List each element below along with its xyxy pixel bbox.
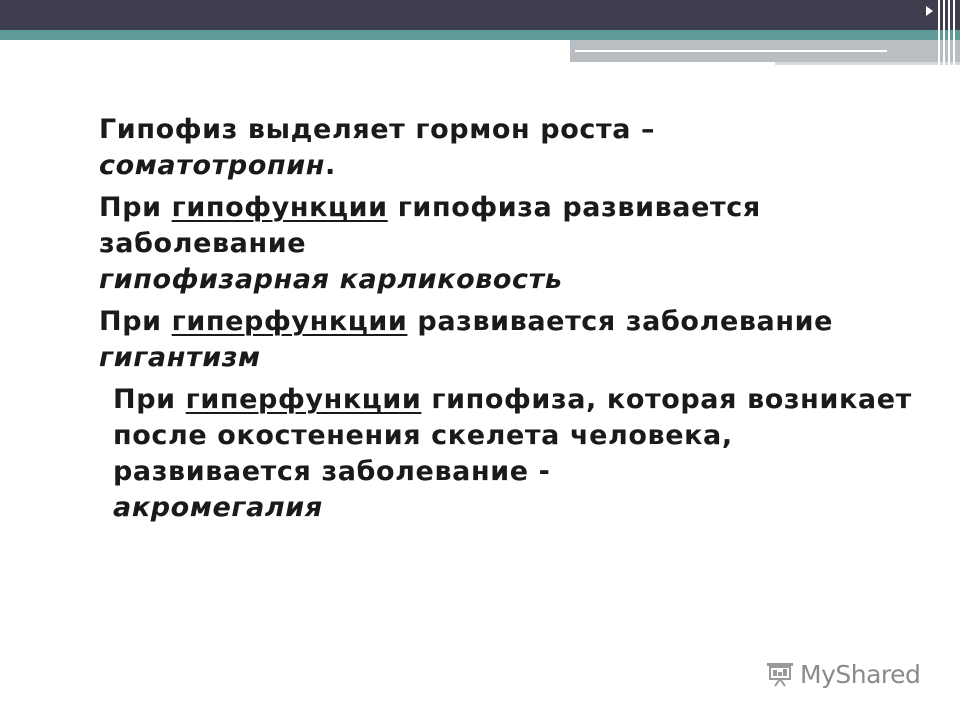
paragraph-text: Гипофиз выделяет гормон роста – xyxy=(99,114,656,145)
paragraph-text: При xyxy=(113,384,186,415)
header-vertical-stripes xyxy=(936,0,958,66)
paragraph-text: . xyxy=(325,150,336,181)
watermark xyxy=(766,657,920,691)
paragraph-acromegaly xyxy=(99,382,919,526)
term-hypofunction: гипофункции xyxy=(171,192,388,223)
paragraph-text: гипофиза развивается заболевание xyxy=(99,192,761,259)
watermark-text: MyShared xyxy=(800,659,921,689)
paragraph-text: При xyxy=(99,192,172,223)
paragraph-text: гипофиза, которая возникает после окостенения скелета человека, развивается заболевание - xyxy=(113,384,912,487)
term-gigantism: гигантизм xyxy=(99,342,261,373)
term-somatotropin: соматотропин xyxy=(99,150,325,181)
paragraph-text: развивается заболевание xyxy=(407,306,834,337)
presentation-screen-icon xyxy=(766,661,794,687)
header-arrow-icon xyxy=(926,6,933,16)
term-hyperfunction: гиперфункции xyxy=(171,306,408,337)
header-accent-line xyxy=(575,50,887,52)
header-dark-band xyxy=(0,0,960,30)
paragraph-somatotropin xyxy=(99,112,919,184)
term-dwarfism: гипофизарная карликовость xyxy=(99,264,563,295)
term-acromegaly: акромегалия xyxy=(113,492,323,523)
term-hyperfunction: гиперфункции xyxy=(185,384,422,415)
slide-body-text xyxy=(99,112,919,532)
header-teal-band xyxy=(0,30,960,40)
paragraph-hypofunction xyxy=(99,190,919,298)
header-accent-line-lower xyxy=(775,62,960,65)
paragraph-text: При xyxy=(99,306,172,337)
paragraph-gigantism xyxy=(99,304,919,376)
